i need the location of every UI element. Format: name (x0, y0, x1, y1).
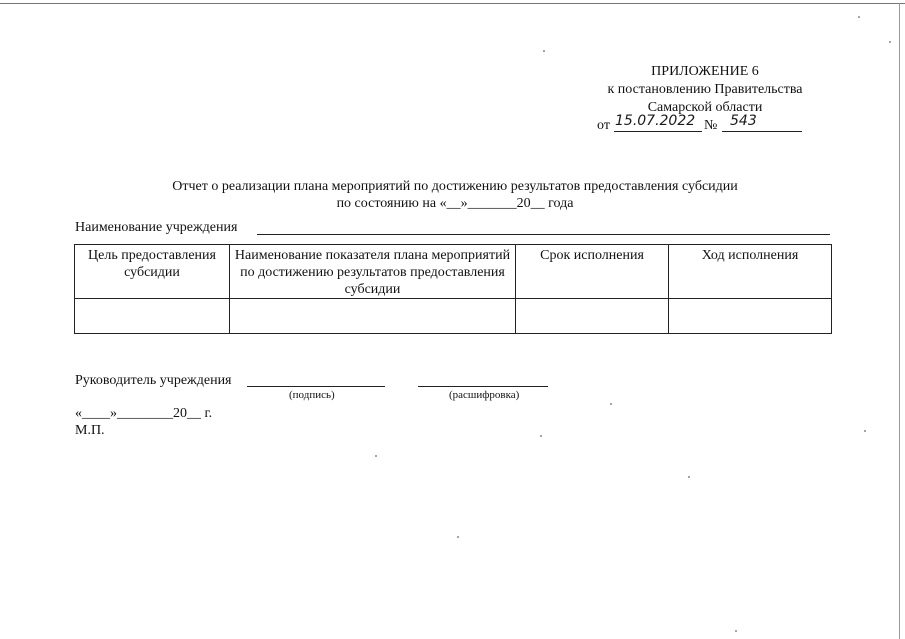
report-heading-line-2: по состоянию на «__»_______20__ года (336, 196, 574, 211)
appendix-number-label: № (704, 118, 718, 133)
date-underline (614, 131, 702, 132)
decode-caption: (расшифровка) (449, 389, 520, 401)
scan-speck (858, 16, 860, 18)
signature-date-line: «____»________20__ г. (75, 406, 213, 421)
appendix-from-label: от (597, 118, 610, 133)
scan-speck (864, 430, 866, 432)
appendix-title: ПРИЛОЖЕНИЕ 6 (651, 64, 759, 79)
scan-speck (375, 455, 377, 457)
institution-field[interactable] (257, 234, 830, 235)
scan-speck (540, 435, 542, 437)
stamp-label: М.П. (75, 423, 105, 438)
scan-speck (889, 41, 891, 43)
header-indicator: Наименование показателя плана мероприятий по достижению результатов предоставления субсидии (230, 245, 516, 299)
table-cell[interactable] (669, 299, 832, 334)
table-cell[interactable] (516, 299, 669, 334)
institution-label: Наименование учреждения (75, 220, 238, 235)
scan-speck (610, 403, 612, 405)
scan-speck (735, 630, 737, 632)
signature-line[interactable] (247, 386, 385, 387)
appendix-line-1: к постановлению Правительства (607, 82, 803, 97)
table-cell[interactable] (230, 299, 516, 334)
appendix-line-2: Самарской области (647, 100, 763, 115)
header-progress: Ход исполнения (669, 245, 832, 299)
report-table (74, 244, 832, 334)
header-goal: Цель предоставления субсидии (75, 245, 230, 299)
scan-top-border (0, 3, 905, 4)
report-heading-line-1: Отчет о реализации плана мероприятий по достижению результатов предоставления субсидии (172, 179, 738, 194)
signature-caption: (подпись) (289, 389, 335, 401)
table-cell[interactable] (75, 299, 230, 334)
table-row (75, 299, 832, 334)
scan-speck (543, 50, 545, 52)
handwritten-number: 543 (730, 113, 757, 129)
head-label: Руководитель учреждения (75, 373, 232, 388)
header-deadline: Срок исполнения (516, 245, 669, 299)
handwritten-date: 15.07.2022 (615, 113, 696, 129)
scan-speck (688, 476, 690, 478)
table-header-row (75, 245, 832, 299)
decode-line[interactable] (418, 386, 548, 387)
scan-right-border (899, 3, 900, 639)
number-underline (722, 131, 802, 132)
scan-speck (457, 536, 459, 538)
